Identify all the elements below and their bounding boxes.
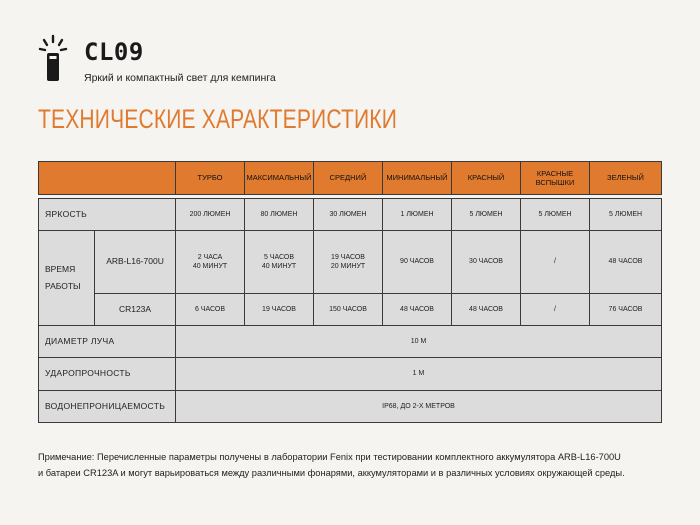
footnote-line2: и батареи CR123A и могут варьироваться между различными фонарями, аккумуляторами и в различных условиях окружающей среды. bbox=[38, 468, 625, 479]
tagline: Яркий и компактный свет для кемпинга bbox=[84, 72, 276, 84]
runtime-value: 48 ЧАСОВ bbox=[452, 294, 521, 326]
brightness-value: 80 ЛЮМЕН bbox=[245, 199, 314, 231]
header-empty-cell bbox=[39, 162, 176, 195]
mode-turbo: ТУРБО bbox=[176, 162, 245, 195]
water-label: ВОДОНЕПРОНИЦАЕМОСТЬ bbox=[39, 391, 176, 423]
runtime-value: 76 ЧАСОВ bbox=[590, 294, 662, 326]
runtime-label-line2: РАБОТЫ bbox=[45, 281, 81, 291]
brightness-value: 200 ЛЮМЕН bbox=[176, 199, 245, 231]
brightness-value: 5 ЛЮМЕН bbox=[521, 199, 590, 231]
mode-min: МИНИМАЛЬНЫЙ bbox=[383, 162, 452, 195]
runtime-value: 2 ЧАСА 40 МИНУТ bbox=[176, 231, 245, 294]
impact-row bbox=[39, 358, 662, 391]
brightness-label: ЯРКОСТЬ bbox=[39, 199, 176, 231]
runtime-label-line1: ВРЕМЯ bbox=[45, 264, 76, 274]
footnote bbox=[38, 449, 668, 482]
mode-red-flash-label: КРАСНЫЕ ВСПЫШКИ bbox=[535, 168, 575, 187]
runtime-row-cr123a bbox=[39, 294, 662, 326]
runtime-value: 48 ЧАСОВ bbox=[590, 231, 662, 294]
beam-value: 10 М bbox=[176, 326, 662, 358]
beam-label: ДИАМЕТР ЛУЧА bbox=[39, 326, 176, 358]
lantern-icon bbox=[38, 34, 74, 84]
water-value: IP68, ДО 2-Х МЕТРОВ bbox=[176, 391, 662, 423]
beam-row bbox=[39, 326, 662, 358]
impact-value: 1 М bbox=[176, 358, 662, 391]
spec-table bbox=[38, 198, 662, 423]
runtime-value: 150 ЧАСОВ bbox=[314, 294, 383, 326]
runtime-row-arb bbox=[39, 231, 662, 294]
water-row bbox=[39, 391, 662, 423]
footnote-line1: Примечание: Перечисленные параметры получены в лаборатории Fenix при тестировании комплектного аккумулятора ARB-L16-700U bbox=[38, 452, 621, 462]
runtime-value: 5 ЧАСОВ 40 МИНУТ bbox=[245, 231, 314, 294]
runtime-value: 19 ЧАСОВ bbox=[245, 294, 314, 326]
mode-medium: СРЕДНИЙ bbox=[314, 162, 383, 195]
runtime-value: 19 ЧАСОВ 20 МИНУТ bbox=[314, 231, 383, 294]
runtime-value: 30 ЧАСОВ bbox=[452, 231, 521, 294]
runtime-value: 48 ЧАСОВ bbox=[383, 294, 452, 326]
mode-green: ЗЕЛЕНЫЙ bbox=[590, 162, 662, 195]
mode-red: КРАСНЫЙ bbox=[452, 162, 521, 195]
brightness-value: 1 ЛЮМЕН bbox=[383, 199, 452, 231]
modes-header-table bbox=[38, 161, 662, 195]
runtime-value: 90 ЧАСОВ bbox=[383, 231, 452, 294]
section-title: ТЕХНИЧЕСКИЕ ХАРАКТЕРИСТИКИ bbox=[38, 104, 398, 134]
battery-arb: ARB-L16-700U bbox=[95, 231, 176, 294]
impact-label: УДАРОПРОЧНОСТЬ bbox=[39, 358, 176, 391]
brightness-value: 5 ЛЮМЕН bbox=[452, 199, 521, 231]
runtime-value: 6 ЧАСОВ bbox=[176, 294, 245, 326]
model-name: CL09 bbox=[84, 38, 144, 66]
mode-red-flash bbox=[521, 162, 590, 195]
runtime-value: / bbox=[521, 231, 590, 294]
mode-max: МАКСИМАЛЬНЫЙ bbox=[245, 162, 314, 195]
battery-cr123a: CR123A bbox=[95, 294, 176, 326]
brightness-value: 5 ЛЮМЕН bbox=[590, 199, 662, 231]
brightness-value: 30 ЛЮМЕН bbox=[314, 199, 383, 231]
runtime-value: / bbox=[521, 294, 590, 326]
runtime-label bbox=[39, 231, 95, 326]
modes-header-row bbox=[39, 162, 662, 195]
brightness-row bbox=[39, 199, 662, 231]
